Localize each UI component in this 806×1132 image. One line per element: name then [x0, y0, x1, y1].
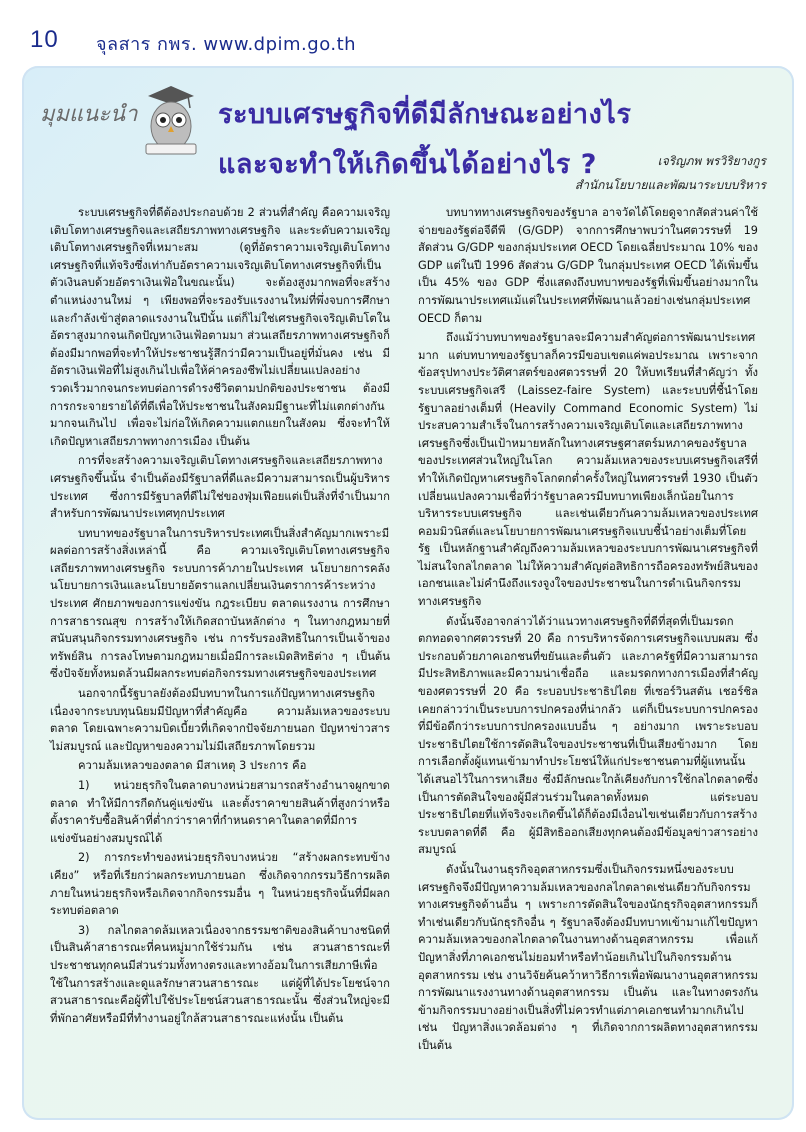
- article-affiliation: สำนักนโยบายและพัฒนาระบบบริหาร: [574, 178, 766, 192]
- paragraph: บทบาททางเศรษฐกิจของรัฐบาล อาจวัดได้โดยดูจากสัดส่วนค่าใช้จ่ายของรัฐต่อจีดีพี (G/GDP) จากการศึกษาพบว่าในศตวรรษที่ 19 สัดส่วน G/GDP ของกลุ่มประเทศ OECD โดยเฉลี่ยประมาณ 10% ของ GDP แต่ในปี 1996 สัดส่วน G/GDP ในกลุ่มประเทศ OECD ได้เพิ่มขึ้นเป็น 45% ของ GDP ซึ่งแสดงถึงบทบาทของรัฐที่เพิ่มขึ้นอย่างมากในการพัฒนาประเทศแม้แต่ในประเทศที่พัฒนาแล้วอย่างเช่นกลุ่มประเทศ OECD ก็ตาม: [418, 206, 758, 325]
- paragraph: ระบบเศรษฐกิจที่ดีต้องประกอบด้วย 2 ส่วนที่สำคัญ คือความเจริญเติบโตทางเศรษฐกิจและเสถียรภาพทางเศรษฐกิจ และระดับความเจริญเติบโตทางเศรษฐกิจที่เหมาะสม (ดูที่อัตราความเจริญเติบโตทางเศรษฐกิจที่แท้จริงซึ่งเท่ากับอัตราความเจริญเติบโตทางเศรษฐกิจที่เป็นตัวเงินลบด้วยอัตราเงินเฟ้อในขณะนั้น) จะต้องสูงมากพอที่จะสร้างตำแหน่งงานใหม่ ๆ เพียงพอที่จะรองรับแรงงานใหม่ที่พึ่งจบการศึกษาและกำลังเข้าสู่ตลาดแรงงานในปีนั้น แต่ก็ไม่ใช่เศรษฐกิจเจริญเติบโตในอัตราสูงมากจนเกิดปัญหาเงินเฟ้อตามมา ส่วนเสถียรภาพทางเศรษฐกิจก็ต้องมีมากพอที่จะทำให้ประชาชนรู้สึกว่ามีความเป็นอยู่ที่มั่นคง เช่น มีอัตราเงินเฟ้อที่ไม่สูงเกินไปเพื่อให้ค่าครองชีพไม่เปลี่ยนแปลงอย่างรวดเร็วมากจนกระทบต่อการดำรงชีวิตตามปกติของประชาชน ต้องมีการกระจายรายได้ที่ดีเพื่อให้ประชาชนในสังคมมีฐานะที่ไม่แตกต่างกันมากจนเกินไป เพื่อจะไม่ก่อให้เกิดความแตกแยกในสังคม ซึ่งจะทำให้เกิดปัญหาเสถียรภาพทางการเมือง เป็นต้น: [50, 206, 390, 448]
- left-column: [50, 204, 390, 1029]
- right-column: [418, 204, 758, 1057]
- list-item: 1) หน่วยธุรกิจในตลาดบางหน่วยสามารถสร้างอำนาจผูกขาดตลาด ทำให้มีการกีดกันคู่แข่งขัน และตั้งราคาขายสินค้าที่สูงกว่าหรือตั้งราคารับซื้อสินค้าที่ต่ำกว่าราคาที่กำหนดราคาในตลาดที่มีการแข่งขันอย่างสมบูรณ์ได้: [50, 779, 390, 845]
- journal-name: จุลสาร กพร. www.dpim.go.th: [96, 34, 357, 55]
- paragraph: ความล้มเหลวของตลาด มีสาเหตุ 3 ประการ คือ: [78, 759, 307, 773]
- paragraph: การที่จะสร้างความเจริญเติบโตทางเศรษฐกิจและเสถียรภาพทางเศรษฐกิจขึ้นนั้น จำเป็นต้องมีรัฐบาลที่ดีและมีความสามารถเป็นผู้บริหารประเทศ ซึ่งการมีรัฐบาลที่ดีไม่ใช่ของฟุ่มเฟือยแต่เป็นสิ่งที่จำเป็นมากสำหรับการพัฒนาประเทศทุกประเทศ: [50, 454, 390, 521]
- article-author: เจริญภพ พรวิริยางกูร: [657, 154, 766, 168]
- page-header: [0, 0, 806, 66]
- paragraph: ดังนั้นจึงอาจกล่าวได้ว่าแนวทางเศรษฐกิจที่ดีที่สุดที่เป็นมรดกตกทอดจากศตวรรษที่ 20 คือ การบริหารจัดการเศรษฐกิจแบบผสม ซึ่งประกอบด้วยภาคเอกชนที่ขยันและตื่นตัว และภาครัฐที่มีความสามารถ มีประสิทธิภาพและมีความน่าเชื่อถือ และมรดกทางการเมืองที่สำคัญของศตวรรษที่ 20 คือ ระบอบประชาธิปไตย ที่เซอร์วินสตัน เชอร์ชิล เคยกล่าวว่าเป็นระบบการปกครองที่น่ากลัว แต่ก็เป็นระบบการปกครองที่มีข้อดีกว่าระบบการปกครองแบบอื่น ๆ อย่างมาก เพราะระบอบประชาธิปไตยใช้การตัดสินใจของประชาชนที่เป็นเสียงข้างมาก โดยการเลือกตั้งผู้แทนเข้ามาทำประโยชน์ให้แก่ประชาชนตามที่ผู้แทนนั้นได้เสนอไว้ในการหาเสียง ซึ่งมีลักษณะใกล้เคียงกับการใช้กลไกตลาดซึ่งเป็นการตัดสินใจของผู้มีส่วนร่วมในตลาดทั้งหมด แต่ระบอบประชาธิปไตยที่แท้จริงจะเกิดขึ้นได้ก็ต้องมีเงื่อนไขเช่นเดียวกับการสร้างระบบตลาดที่ดี คือ ผู้มีสิทธิออกเสียงทุกคนต้องมีข้อมูลข่าวสารอย่างสมบูรณ์: [418, 614, 758, 857]
- owl-icon: [136, 82, 206, 158]
- section-logo-text: มุมแนะนำ: [40, 102, 138, 127]
- paragraph: บทบาทของรัฐบาลในการบริหารประเทศเป็นสิ่งสำคัญมากเพราะมีผลต่อการสร้างสิ่งเหล่านี้ คือ ความเจริญเติบโตทางเศรษฐกิจ เสถียรภาพทางเศรษฐกิจ ระบบการค้าภายในประเทศ นโยบายการคลัง นโยบายการเงินและนโยบายอัตราแลกเปลี่ยนเงินตราการค้าระหว่างประเทศ ศักยภาพของการแข่งขัน กฎระเบียบ ตลาดแรงงาน การศึกษา การสาธารณสุข การสร้างให้เกิดสถาบันหลักต่าง ๆ ในทางกฎหมายที่สนับสนุนกิจกรรมทางเศรษฐกิจ เช่น การรับรองสิทธิในการเป็นเจ้าของทรัพย์สิน การลงโทษตามกฎหมายเมื่อมีการละเมิดสิทธิต่าง ๆ เป็นต้น ซึ่งปัจจัยทั้งหมดล้วนมีผลกระทบต่อกิจกรรมทางเศรษฐกิจของประเทศ: [50, 526, 390, 681]
- article-title-line-1: ระบบเศรษฐกิจที่ดีมีลักษณะอย่างไร: [218, 99, 632, 130]
- paragraph: ถึงแม้ว่าบทบาทของรัฐบาลจะมีความสำคัญต่อการพัฒนาประเทศมาก แต่บทบาทของรัฐบาลก็ควรมีขอบเขตแค่พอประมาณ เพราะจากข้อสรุปทางประวัติศาสตร์ของศตวรรษที่ 20 ให้บทเรียนที่สำคัญว่า ทั้งระบบเศรษฐกิจเสรี (Laissez-faire System) และระบบที่ชี้นำโดยรัฐบาลอย่างเต็มที่ (Heavily Command Economic System) ไม่ประสบความสำเร็จในการสร้างความเจริญเติบโตและเสถียรภาพทางเศรษฐกิจซึ่งเป็นเป้าหมายหลักในทางเศรษฐศาสตร์มหภาคของรัฐบาลของประเทศส่วนใหญ่ในโลก ความล้มเหลวของระบบเศรษฐกิจเสรีที่ทำให้เกิดปัญหาเศรษฐกิจโลกตกต่ำครั้งใหญ่ในทศวรรษที่ 1930 เป็นตัวเปลี่ยนแปลงความเชื่อที่ว่ารัฐบาลควรมีบทบาทเพียงเล็กน้อยในการบริหารระบบเศรษฐกิจ และเช่นเดียวกันความล้มเหลวของประเทศคอมมิวนิสต์และนโยบายการพัฒนาเศรษฐกิจแบบชี้นำอย่างเต็มที่โดยรัฐ เป็นหลักฐานสำคัญถึงความล้มเหลวของระบบการพัฒนาเศรษฐกิจที่ไม่สนใจกลไกตลาด ไม่ให้ความสำคัญต่อสิทธิการถือครองทรัพย์สินของเอกชนและไม่คำนึงถึงแรงจูงใจของประชาชนในการดำเนินกิจกรรมทางเศรษฐกิจ: [418, 331, 758, 609]
- list-item: 3) กลไกตลาดล้มเหลวเนื่องจากธรรมชาติของสินค้าบางชนิดที่เป็นสินค้าสาธารณะที่คนหมู่มากใช้ร่วมกัน เช่น สวนสาธารณะที่ประชาชนทุกคนมีส่วนร่วมทั้งทางตรงและทางอ้อมในการเสียภาษีเพื่อใช้ในการสร้างและดูแลรักษาสวนสาธารณะ แต่ผู้ที่ได้ประโยชน์จากสวนสาธารณะคือผู้ที่ไปใช้ประโยชน์สวนสาธารณะนั้น ซึ่งส่วนใหญ่จะมีที่พักอาศัยหรือมีที่ทำงานอยู่ใกล้สวนสาธารณะแห่งนั้น เป็นต้น: [50, 923, 390, 1025]
- paragraph: ดังนั้นในงานธุรกิจอุตสาหกรรมซึ่งเป็นกิจกรรมหนึ่งของระบบเศรษฐกิจจึงมีปัญหาความล้มเหลวของกลไกตลาดเช่นเดียวกับกิจกรรมทางเศรษฐกิจด้านอื่น ๆ เพราะการตัดสินใจของนักธุรกิจอุตสาหกรรมก็ทำเช่นเดียวกับนักธุรกิจอื่น ๆ รัฐบาลจึงต้องมีบทบาทเข้ามาแก้ไขปัญหาความล้มเหลวของกลไกตลาดในงานทางด้านอุตสาหกรรม เพื่อแก้ปัญหาสิ่งที่ภาคเอกชนไม่ยอมทำหรือทำน้อยเกินไปในกิจกรรมด้านอุตสาหกรรม เช่น งานวิจัยค้นคว้าหาวิธีการเพื่อพัฒนางานอุตสาหกรรม การพัฒนาแรงงานทางด้านอุตสาหกรรม เป็นต้น และในทางตรงกันข้ามกิจกรรมบางอย่างเป็นสิ่งที่ไม่ควรทำแต่ภาคเอกชนทำมากเกินไป เช่น ปัญหาสิ่งแวดล้อมต่าง ๆ ที่เกิดจากการผลิตทางอุตสาหกรรม เป็นต้น: [418, 862, 758, 1052]
- section-logo: [40, 82, 210, 162]
- list-item: 2) การกระทำของหน่วยธุรกิจบางหน่วย “สร้างผลกระทบข้างเคียง” หรือที่เรียกว่าผลกระทบภายนอก ซึ่งเกิดจากกรรมวิธีการผลิตภายในหน่วยธุรกิจหรือเกิดจากกิจกรรมอื่น ๆ ในหน่วยธุรกิจนั้นที่มีผลกระทบต่อตลาด: [50, 851, 390, 918]
- page-number: 10: [30, 26, 59, 53]
- article-title-line-2: และจะทำให้เกิดขึ้นได้อย่างไร ?: [218, 149, 597, 180]
- paragraph: นอกจากนี้รัฐบาลยังต้องมีบทบาทในการแก้ปัญหาทางเศรษฐกิจ เนื่องจากระบบทุนนิยมมีปัญหาที่สำคัญคือ ความล้มเหลวของระบบตลาด โดยเฉพาะความบิดเบี้ยวที่เกิดจากปัจจัยภายนอก ปัญหาข่าวสารไม่สมบูรณ์ และปัญหาของความไม่มีเสถียรภาพโดยรวม: [50, 687, 390, 753]
